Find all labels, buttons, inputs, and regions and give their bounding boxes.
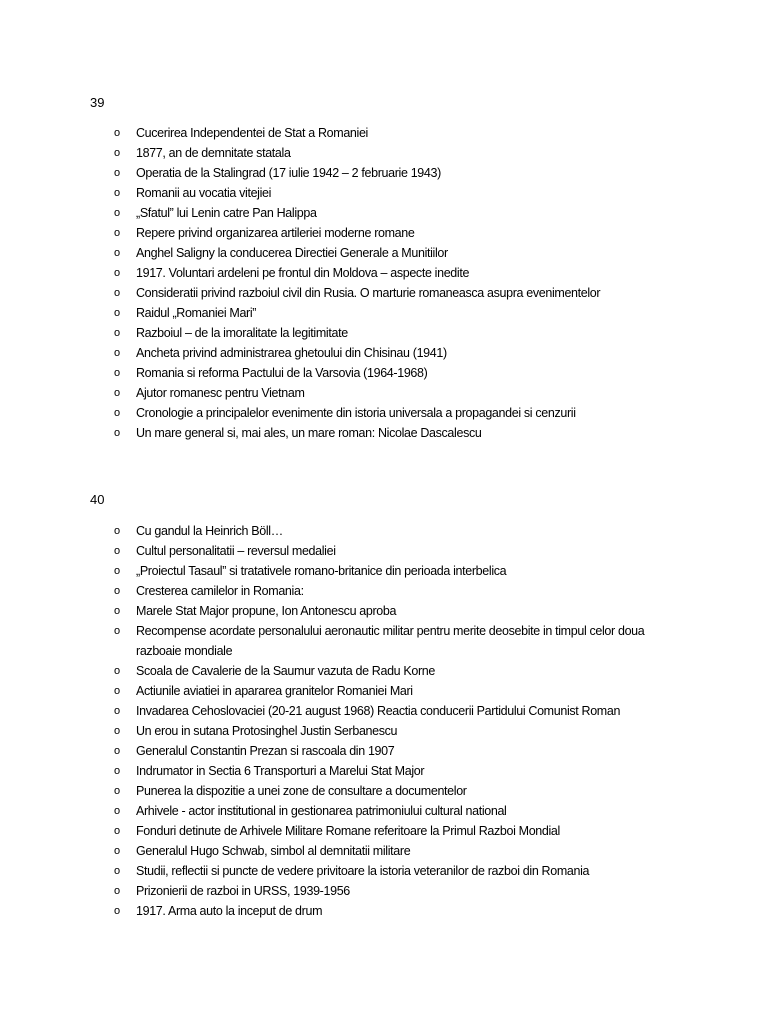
circle-bullet-icon: o [114, 785, 120, 797]
list-item-text: Invadarea Cehoslovaciei (20-21 august 1968) Reactia conducerii Partidului Comunist Roman [136, 704, 621, 718]
list-item [114, 521, 674, 541]
list-item-text: „Proiectul Tasaul” si tratativele romano-britanice din perioada interbelica [136, 564, 507, 578]
circle-bullet-icon: o [114, 545, 120, 557]
list-item [114, 681, 674, 701]
article-list [114, 521, 674, 921]
list-item-text: Cu gandul la Heinrich Böll… [136, 524, 283, 538]
list-item-text: 1877, an de demnitate statala [136, 146, 291, 160]
list-item-text: Operatia de la Stalingrad (17 iulie 1942 – 2 februarie 1943) [136, 166, 441, 180]
list-item [114, 143, 674, 163]
circle-bullet-icon: o [114, 905, 120, 917]
circle-bullet-icon: o [114, 705, 120, 717]
circle-bullet-icon: o [114, 805, 120, 817]
list-item-text: Romania si reforma Pactului de la Varsovia (1964-1968) [136, 366, 428, 380]
circle-bullet-icon: o [114, 685, 120, 697]
circle-bullet-icon: o [114, 825, 120, 837]
list-item [114, 841, 674, 861]
list-item [114, 423, 674, 443]
circle-bullet-icon: o [114, 147, 120, 159]
list-item-text: 1917. Voluntari ardeleni pe frontul din Moldova – aspecte inedite [136, 266, 470, 280]
list-item [114, 601, 674, 621]
list-item-text: Cucerirea Independentei de Stat a Romaniei [136, 126, 368, 140]
circle-bullet-icon: o [114, 725, 120, 737]
list-item [114, 323, 674, 343]
list-item-text: Marele Stat Major propune, Ion Antonescu aproba [136, 604, 397, 618]
circle-bullet-icon: o [114, 167, 120, 179]
section-number: 39 [90, 95, 105, 110]
list-item-text: Romanii au vocatia vitejiei [136, 186, 272, 200]
circle-bullet-icon: o [114, 525, 120, 537]
circle-bullet-icon: o [114, 327, 120, 339]
list-item-text: Indrumator in Sectia 6 Transporturi a Marelui Stat Major [136, 764, 425, 778]
circle-bullet-icon: o [114, 347, 120, 359]
list-item [114, 403, 674, 423]
list-item [114, 661, 674, 681]
circle-bullet-icon: o [114, 745, 120, 757]
list-item [114, 781, 674, 801]
list-item [114, 541, 674, 561]
circle-bullet-icon: o [114, 427, 120, 439]
circle-bullet-icon: o [114, 865, 120, 877]
list-item-text: Generalul Hugo Schwab, simbol al demnitatii militare [136, 844, 411, 858]
list-item [114, 881, 674, 901]
list-item-text: „Sfatul” lui Lenin catre Pan Halippa [136, 206, 317, 220]
list-item-text: Anghel Saligny la conducerea Directiei Generale a Munitiilor [136, 246, 448, 260]
list-item [114, 741, 674, 761]
list-item [114, 561, 674, 581]
list-item [114, 801, 674, 821]
list-item [114, 861, 674, 881]
circle-bullet-icon: o [114, 307, 120, 319]
circle-bullet-icon: o [114, 845, 120, 857]
list-item-text: Consideratii privind razboiul civil din Rusia. O marturie romaneasca asupra evenimentelor [136, 286, 601, 300]
list-item [114, 243, 674, 263]
article-list [114, 123, 674, 443]
list-item [114, 263, 674, 283]
list-item [114, 163, 674, 183]
list-item-text: Cresterea camilelor in Romania: [136, 584, 304, 598]
list-item [114, 203, 674, 223]
list-item [114, 761, 674, 781]
circle-bullet-icon: o [114, 127, 120, 139]
list-item [114, 901, 674, 921]
circle-bullet-icon: o [114, 187, 120, 199]
list-item-text: Un mare general si, mai ales, un mare roman: Nicolae Dascalescu [136, 426, 482, 440]
list-item [114, 123, 674, 143]
section-number: 40 [90, 492, 105, 507]
list-item [114, 343, 674, 363]
list-item [114, 223, 674, 243]
list-item [114, 363, 674, 383]
list-item-text: Repere privind organizarea artileriei moderne romane [136, 226, 415, 240]
circle-bullet-icon: o [114, 885, 120, 897]
circle-bullet-icon: o [114, 247, 120, 259]
list-item-text: Scoala de Cavalerie de la Saumur vazuta de Radu Korne [136, 664, 436, 678]
list-item-text: Razboiul – de la imoralitate la legitimitate [136, 326, 348, 340]
circle-bullet-icon: o [114, 367, 120, 379]
list-item-text: Punerea la dispozitie a unei zone de consultare a documentelor [136, 784, 467, 798]
list-item-text: Studii, reflectii si puncte de vedere privitoare la istoria veteranilor de razboi din Romania [136, 864, 590, 878]
circle-bullet-icon: o [114, 625, 120, 637]
circle-bullet-icon: o [114, 765, 120, 777]
list-item-text: Recompense acordate personalului aeronautic militar pentru merite deosebite in timpul celor doua razboaie mondiale [136, 624, 645, 658]
circle-bullet-icon: o [114, 207, 120, 219]
list-item [114, 701, 674, 721]
circle-bullet-icon: o [114, 565, 120, 577]
list-item-text: Generalul Constantin Prezan si rascoala din 1907 [136, 744, 395, 758]
circle-bullet-icon: o [114, 267, 120, 279]
list-item-text: Un erou in sutana Protosinghel Justin Serbanescu [136, 724, 398, 738]
list-item [114, 621, 674, 661]
list-item [114, 821, 674, 841]
list-item [114, 303, 674, 323]
list-item-text: Ajutor romanesc pentru Vietnam [136, 386, 305, 400]
circle-bullet-icon: o [114, 605, 120, 617]
list-item [114, 383, 674, 403]
list-item-text: Fonduri detinute de Arhivele Militare Romane referitoare la Primul Razboi Mondial [136, 824, 560, 838]
circle-bullet-icon: o [114, 227, 120, 239]
list-item [114, 721, 674, 741]
circle-bullet-icon: o [114, 665, 120, 677]
circle-bullet-icon: o [114, 585, 120, 597]
list-item-text: Cronologie a principalelor evenimente din istoria universala a propagandei si cenzurii [136, 406, 576, 420]
list-item-text: Ancheta privind administrarea ghetoului din Chisinau (1941) [136, 346, 447, 360]
circle-bullet-icon: o [114, 287, 120, 299]
list-item-text: Actiunile aviatiei in apararea granitelor Romaniei Mari [136, 684, 413, 698]
circle-bullet-icon: o [114, 407, 120, 419]
list-item [114, 581, 674, 601]
list-item-text: Raidul „Romaniei Mari” [136, 306, 257, 320]
list-item-text: 1917. Arma auto la inceput de drum [136, 904, 323, 918]
circle-bullet-icon: o [114, 387, 120, 399]
list-item [114, 183, 674, 203]
list-item-text: Cultul personalitatii – reversul medaliei [136, 544, 336, 558]
list-item-text: Prizonierii de razboi in URSS, 1939-1956 [136, 884, 350, 898]
list-item [114, 283, 674, 303]
list-item-text: Arhivele - actor institutional in gestionarea patrimoniului cultural national [136, 804, 507, 818]
